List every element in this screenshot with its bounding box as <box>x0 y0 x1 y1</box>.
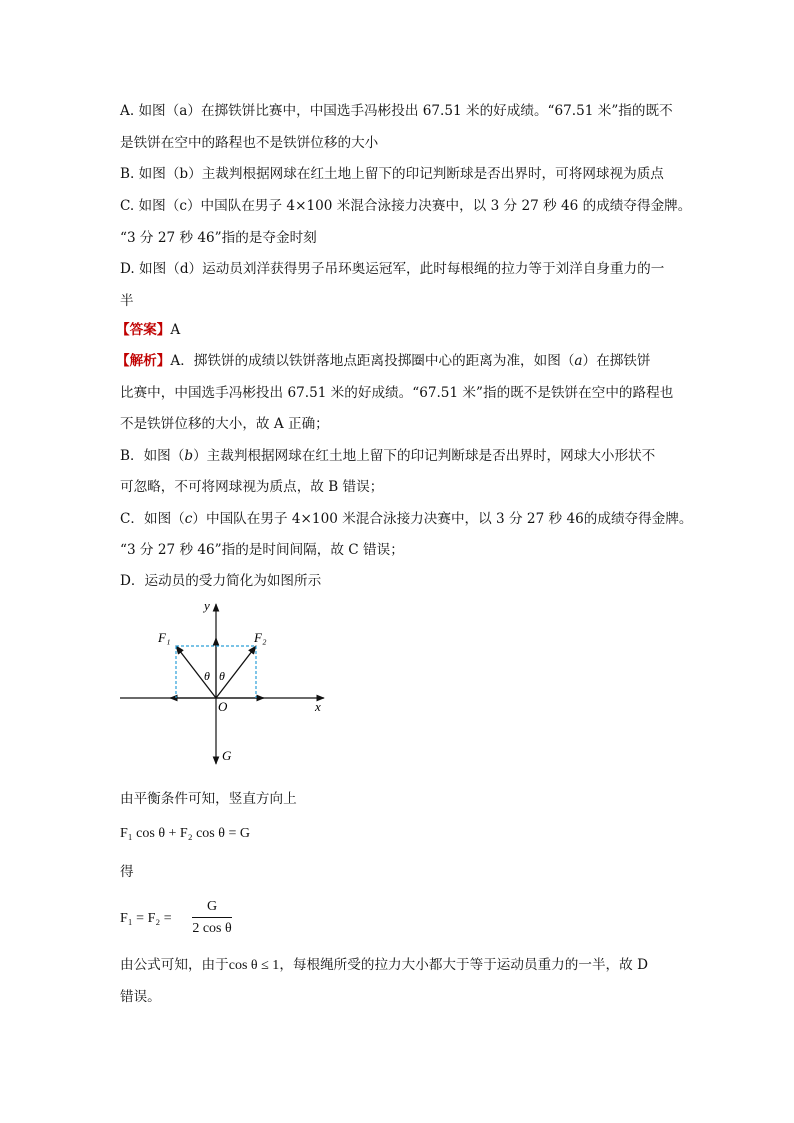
analysis-a1-italic: a <box>574 353 583 369</box>
conclusion-line-2: 错误。 <box>120 989 161 1005</box>
answer-value: A <box>170 322 181 338</box>
analysis-tag: 【解析】 <box>116 353 171 369</box>
analysis-a1-text: A．掷铁饼的成绩以铁饼落地点距离投掷圈中心的距离为准，如图（ <box>170 353 575 369</box>
equation-1: F₁ cos θ + F₂ cos θ = G <box>120 826 250 841</box>
analysis-b-line-1 <box>120 446 655 466</box>
conclusion-line-1 <box>120 955 648 976</box>
f1-arrow <box>176 646 216 698</box>
label-g: G <box>222 748 232 763</box>
conclusion-head: 由公式可知，由于 <box>120 957 229 973</box>
label-x: x <box>315 699 321 714</box>
analysis-a-line-3: 不是铁饼位移的大小，故 A 正确； <box>120 416 329 432</box>
analysis-a-line-1 <box>116 351 651 371</box>
conclusion-tail: ，每根绳所受的拉力大小都大于等于运动员重力的一半，故 D <box>279 957 648 973</box>
force-diagram <box>118 598 348 778</box>
label-o: O <box>218 699 228 714</box>
analysis-d-line-1: D．运动员的受力简化为如图所示 <box>120 573 322 589</box>
option-d-line-1: D. 如图（d）运动员刘洋获得男子吊环奥运冠军，此时每根绳的拉力等于刘洋自身重力的一 <box>120 261 665 277</box>
fraction-bar <box>192 917 232 918</box>
analysis-a-line-2: 比赛中，中国选手冯彬投出 67.51 米的好成绩。“67.51 米”指的既不是铁饼在空中的路程也 <box>120 385 674 401</box>
label-theta-2: θ <box>219 669 225 683</box>
option-c-line-2: “3 分 27 秒 46”指的是夺金时刻 <box>120 230 317 246</box>
analysis-c1-tail: ）中国队在男子 4×100 米混合泳接力决赛中，以 3 分 27 秒 46的成绩夺得金牌。 <box>192 511 693 527</box>
option-b-line-1: B. 如图（b）主裁判根据网球在红土地上留下的印记判断球是否出界时，可将网球视为质点 <box>120 166 664 182</box>
analysis-c-line-1 <box>120 509 693 529</box>
label-theta-1: θ <box>204 669 210 683</box>
equation-2-left: F₁ = F₂ = <box>120 911 172 926</box>
answer-line <box>116 320 180 340</box>
label-f1: F₁ <box>158 630 171 645</box>
analysis-b-line-2: 可忽略，不可将网球视为质点，故 B 错误； <box>120 479 384 495</box>
analysis-c1-head: C．如图（ <box>120 511 185 527</box>
conclusion-math: cos θ ≤ 1 <box>228 958 280 973</box>
option-d-line-2: 半 <box>120 293 134 309</box>
answer-tag: 【答案】 <box>116 322 171 338</box>
fraction-denominator: 2 cos θ <box>192 921 232 936</box>
label-f2: F₂ <box>254 630 267 645</box>
option-a-line-1: A. 如图（a）在掷铁饼比赛中，中国选手冯彬投出 67.51 米的好成绩。“67.51 米”指的既不 <box>120 103 673 119</box>
analysis-b1-tail: ）主裁判根据网球在红土地上留下的印记判断球是否出界时，网球大小形状不 <box>193 448 656 464</box>
analysis-b1-head: B．如图（ <box>120 448 185 464</box>
balance-line: 由平衡条件可知，竖直方向上 <box>120 791 297 807</box>
option-a-line-2: 是铁饼在空中的路程也不是铁饼位移的大小 <box>120 135 379 151</box>
equation-2-fraction <box>192 898 232 938</box>
option-c-line-1: C. 如图（c）中国队在男子 4×100 米混合泳接力决赛中，以 3 分 27 秒 46 的成绩夺得金牌。 <box>120 198 692 214</box>
analysis-c1-italic: c <box>184 511 193 527</box>
get-line: 得 <box>120 864 134 880</box>
label-y: y <box>204 598 210 613</box>
fraction-numerator: G <box>206 899 218 914</box>
analysis-a1-tail: ）在掷铁饼 <box>582 353 651 369</box>
analysis-b1-italic: b <box>184 448 194 464</box>
analysis-c-line-2: “3 分 27 秒 46”指的是时间间隔，故 C 错误； <box>120 542 404 558</box>
